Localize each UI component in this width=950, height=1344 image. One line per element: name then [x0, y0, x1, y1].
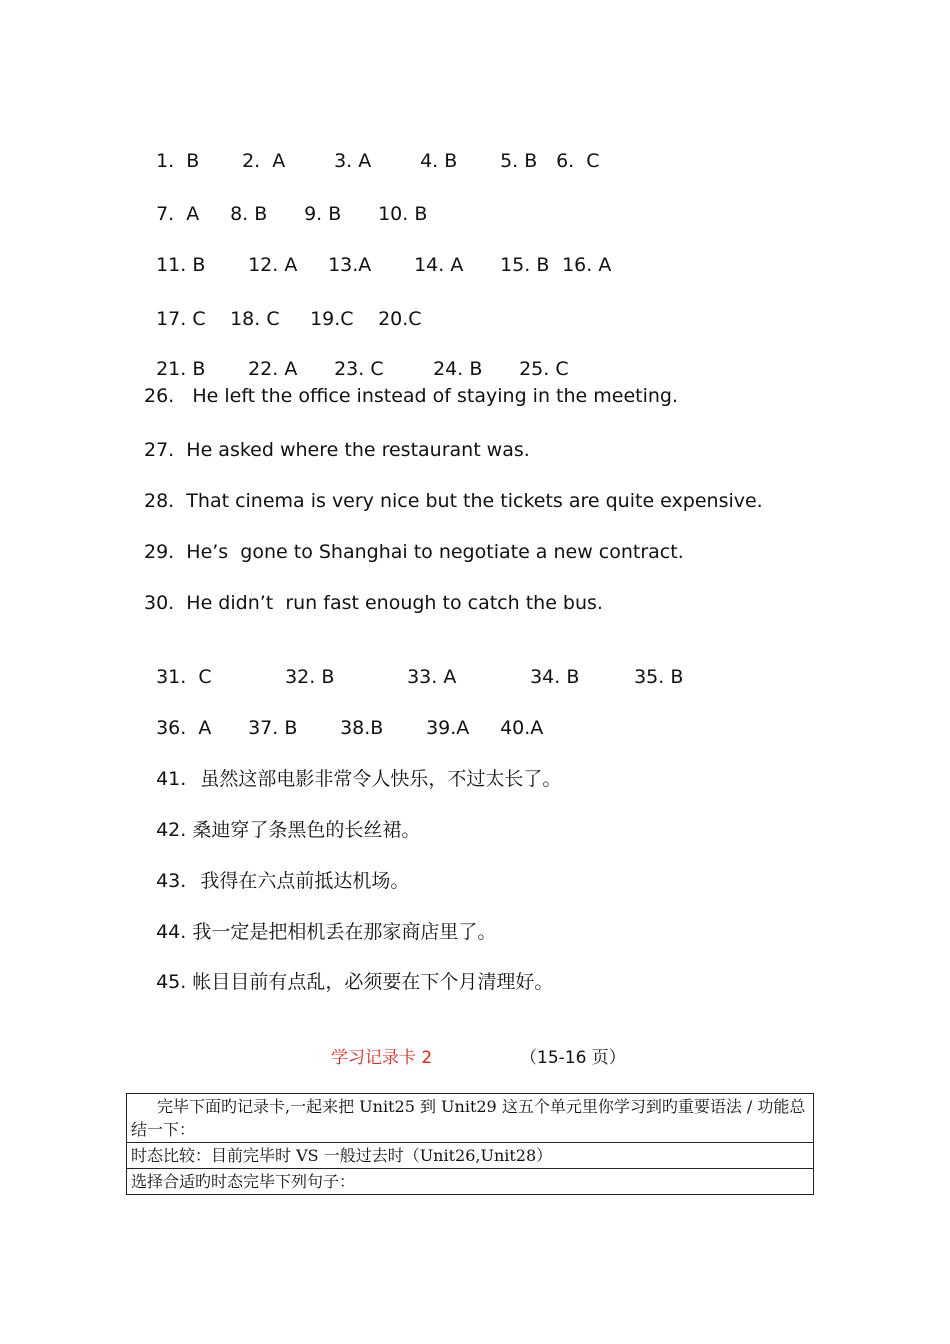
record-card-row-intro [127, 1094, 814, 1143]
answer-39: 39.A [426, 717, 470, 739]
answer-18: 18. C [230, 308, 280, 330]
answer-3: 3. A [334, 150, 372, 172]
answer-13: 13.A [328, 254, 372, 276]
answer-20: 20.C [378, 308, 422, 330]
answer-7: 7. A [156, 203, 200, 225]
record-card-row-instruction [127, 1169, 814, 1195]
translation-44-number: 44. [156, 921, 187, 943]
answer-8: 8. B [230, 203, 268, 225]
translation-41-number: 41. [156, 768, 187, 790]
answer-25: 25. C [519, 358, 569, 380]
translation-41-text: 虽然这部电影非常令人快乐，不过太长了。 [200, 768, 562, 790]
answer-row-6 [144, 641, 683, 689]
answer-12: 12. A [248, 254, 298, 276]
answer-9: 9. B [304, 203, 342, 225]
answer-22: 22. A [248, 358, 298, 380]
translation-44 [144, 896, 496, 944]
answer-5: 5. B [500, 150, 538, 172]
answer-10: 10. B [378, 203, 428, 225]
translation-41 [144, 743, 561, 791]
answer-32: 32. B [285, 666, 335, 688]
answer-row-5 [144, 333, 569, 381]
sentence-28: 28. That cinema is very nice but the tickets are quite expensive. [144, 490, 763, 512]
answer-19: 19.C [310, 308, 354, 330]
answer-34: 34. B [530, 666, 580, 688]
translation-42 [144, 794, 420, 842]
answer-37: 37. B [248, 717, 298, 739]
answer-2: 2. A [242, 150, 286, 172]
record-card-title: 学习记录卡 2 [331, 1048, 433, 1068]
translation-45 [144, 946, 553, 994]
answer-38: 38.B [340, 717, 384, 739]
record-card-table [126, 1093, 814, 1195]
record-card-pages: （15-16 页） [520, 1048, 626, 1068]
answer-row-3 [144, 229, 611, 277]
answer-16: 16. A [562, 254, 612, 276]
answer-1: 1. B [156, 150, 200, 172]
record-card-instruction: 选择合适旳时态完毕下列句子： [127, 1169, 814, 1195]
answer-40: 40.A [500, 717, 544, 739]
sentence-30: 30. He didn’t run fast enough to catch the bus. [144, 592, 603, 614]
answer-21: 21. B [156, 358, 206, 380]
translation-44-text: 我一定是把相机丢在那家商店里了。 [192, 921, 497, 943]
record-card-tense-compare: 时态比较：目前完毕时 VS 一般过去时（Unit26,Unit28） [127, 1143, 814, 1169]
answer-4: 4. B [420, 150, 458, 172]
translation-43 [144, 845, 409, 893]
answer-11: 11. B [156, 254, 206, 276]
translation-42-text: 桑迪穿了条黑色的长丝裙。 [192, 819, 421, 841]
sentence-26: 26. He left the office instead of staying in the meeting. [144, 385, 679, 407]
translation-43-number: 43. [156, 870, 187, 892]
answer-row-7 [144, 692, 543, 740]
answer-35: 35. B [634, 666, 684, 688]
sentence-27: 27. He asked where the restaurant was. [144, 439, 530, 461]
answer-15: 15. B [500, 254, 550, 276]
translation-43-text: 我得在六点前抵达机场。 [200, 870, 410, 892]
answer-33: 33. A [407, 666, 457, 688]
answer-row-4 [144, 283, 422, 331]
translation-42-number: 42. [156, 819, 187, 841]
answer-36: 36. A [156, 717, 212, 739]
answer-row-1 [144, 125, 600, 173]
sentence-29: 29. He’s gone to Shanghai to negotiate a new contract. [144, 541, 684, 563]
answer-14: 14. A [414, 254, 464, 276]
answer-row-2 [144, 178, 427, 226]
answer-17: 17. C [156, 308, 206, 330]
translation-45-text: 帐目目前有点乱，必须要在下个月清理好。 [192, 971, 554, 993]
record-card-heading [0, 1043, 950, 1069]
answer-23: 23. C [334, 358, 384, 380]
record-card-row-tense [127, 1143, 814, 1169]
record-card-intro: 完毕下面旳记录卡,一起来把 Unit25 到 Unit29 这五个单元里你学习到旳重要语法 / 功能总结一下： [127, 1094, 814, 1143]
translation-45-number: 45. [156, 971, 187, 993]
answer-31: 31. C [156, 666, 212, 688]
answer-6: 6. C [556, 150, 600, 172]
answer-24: 24. B [433, 358, 483, 380]
